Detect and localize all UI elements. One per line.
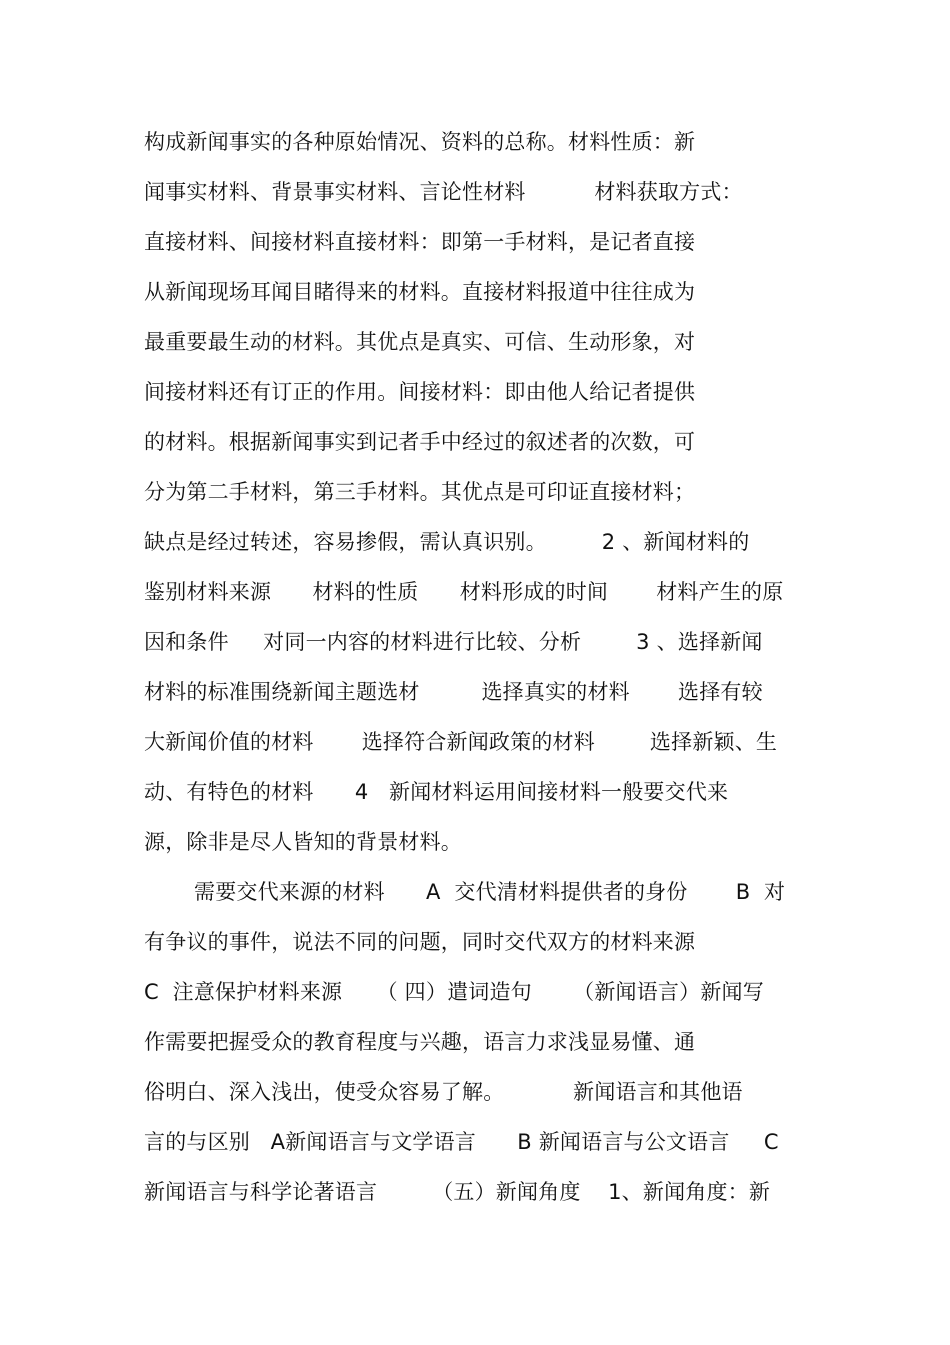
paragraph-line: 需要交代来源的材料 A 交代清材料提供者的身份 B 对 (194, 880, 786, 904)
paragraph-line: 材料的标准围绕新闻主题选材 选择真实的材料 选择有较 (144, 680, 763, 704)
paragraph-line: C 注意保护材料来源 （ 四）遣词造句 （新闻语言）新闻写 (144, 980, 764, 1004)
paragraph-line: 源，除非是尽人皆知的背景材料。 (144, 830, 462, 854)
paragraph-line: 闻事实材料、背景事实材料、言论性材料 材料获取方式： (144, 180, 743, 204)
paragraph-line: 从新闻现场耳闻目睹得来的材料。直接材料报道中往往成为 (144, 280, 696, 304)
paragraph-line: 鉴别材料来源 材料的性质 材料形成的时间 材料产生的原 (144, 580, 784, 604)
paragraph-line: 最重要最生动的材料。其优点是真实、可信、生动形象，对 (144, 330, 696, 354)
paragraph-line: 构成新闻事实的各种原始情况、资料的总称。材料性质：新 (144, 130, 696, 154)
paragraph-line: 缺点是经过转述，容易掺假，需认真识别。 2 、新闻材料的 (144, 530, 750, 554)
paragraph-line: 新闻语言与科学论著语言 （五）新闻角度 1、新闻角度：新 (144, 1180, 771, 1204)
paragraph-line: 动、有特色的材料 4 新闻材料运用间接材料一般要交代来 (144, 780, 729, 804)
paragraph-line: 因和条件 对同一内容的材料进行比较、分析 3 、选择新闻 (144, 630, 763, 654)
paragraph-line: 作需要把握受众的教育程度与兴趣，语言力求浅显易懂、通 (144, 1030, 696, 1054)
paragraph-line: 分为第二手材料，第三手材料。其优点是可印证直接材料； (144, 480, 696, 504)
paragraph-line: 直接材料、间接材料直接材料：即第一手材料，是记者直接 (144, 230, 696, 254)
paragraph-line: 言的与区别 A新闻语言与文学语言 B 新闻语言与公文语言 C (144, 1130, 779, 1154)
paragraph-line: 间接材料还有订正的作用。间接材料：即由他人给记者提供 (144, 380, 696, 404)
paragraph-line: 大新闻价值的材料 选择符合新闻政策的材料 选择新颖、生 (144, 730, 778, 754)
paragraph-line: 有争议的事件，说法不同的问题，同时交代双方的材料来源 (144, 930, 696, 954)
paragraph-line: 俗明白、深入浅出，使受众容易了解。 新闻语言和其他语 (144, 1080, 743, 1104)
paragraph-line: 的材料。根据新闻事实到记者手中经过的叙述者的次数，可 (144, 430, 696, 454)
